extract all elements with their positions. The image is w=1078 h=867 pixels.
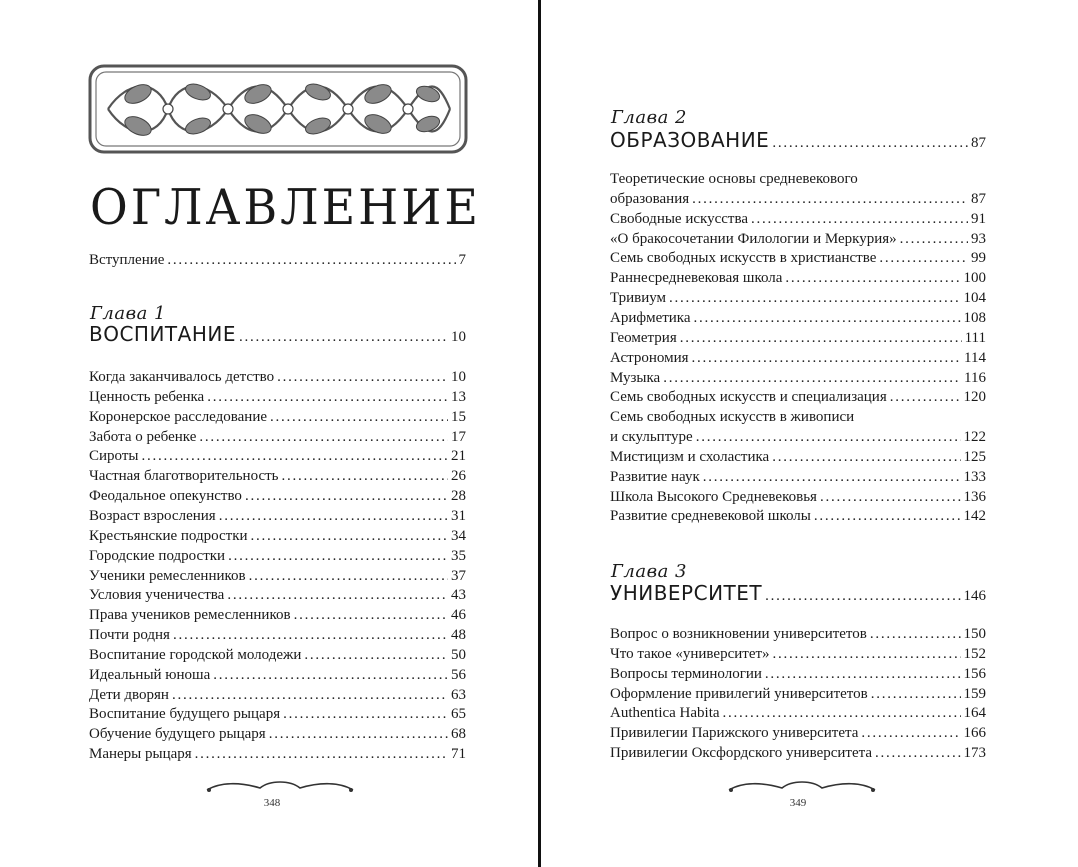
entry-title: Вопросы терминологии [610,665,762,682]
chapter-page: 87 [971,135,986,151]
toc-entry[interactable] [89,387,466,407]
entry-page: 91 [971,210,986,227]
entry-page: 48 [451,627,466,644]
entry-title: Развитие средневековой школы [610,508,811,525]
chapter-title: УНИВЕРСИТЕТ [610,581,763,605]
footer-ornament [205,776,355,798]
toc-entry[interactable] [610,467,986,487]
entry-title: Тривиум [610,290,667,307]
chapter-label: Глава 1 [90,303,166,324]
entry-page: 116 [964,369,986,386]
toc-entry[interactable] [610,407,986,427]
leader-dots [282,466,449,486]
leader-dots [703,467,961,487]
entry-page: 34 [451,527,466,544]
toc-intro [89,250,466,270]
leader-dots [207,387,448,407]
entry-title: Когда заканчивалось детство [89,369,275,385]
leader-dots [228,546,448,566]
entry-title: Сироты [89,448,139,465]
leader-dots [269,724,448,744]
toc-entry[interactable] [610,664,986,684]
toc-entry[interactable] [610,743,986,763]
entry-title: Развитие наук [610,468,700,485]
leader-dots [765,586,960,606]
entry-page: 164 [963,705,986,722]
entry-title: «О бракосочетании Филологии и Меркурия» [610,230,897,247]
leader-dots [694,308,961,328]
leader-dots [765,664,961,684]
chapter-title-row[interactable] [610,130,986,153]
chapter-heading [89,324,466,348]
entry-title: Астрономия [610,349,689,366]
entry-title: Семь свободных искусств в христианстве [610,250,877,267]
leader-dots [861,723,960,743]
entry-title: и скульптуре [610,429,693,446]
toc-entry[interactable] [89,704,466,724]
leader-dots [900,229,968,249]
entry-page: 10 [451,369,466,385]
entry-page: 87 [971,190,986,207]
chapter-title-row[interactable] [89,324,466,347]
entry-title: Воспитание городской молодежи [89,646,302,663]
entry-page: 50 [451,646,466,663]
left-page [0,0,538,867]
entry-page: 17 [451,428,466,445]
entry-page: 71 [451,746,466,763]
chapter-page: 10 [451,329,466,345]
entry-page: 93 [971,230,986,247]
toc-entry[interactable] [89,526,466,546]
entry-page: 28 [451,488,466,505]
leader-dots [173,625,448,645]
entry-page: 142 [963,508,986,525]
leader-dots [692,189,968,209]
toc-entry[interactable] [89,744,466,764]
toc-entry[interactable] [610,169,986,189]
toc-entry[interactable] [610,703,986,723]
leader-dots [680,328,962,348]
leader-dots [663,368,961,388]
entry-page: 37 [451,567,466,584]
leader-dots [294,605,448,625]
toc-entry[interactable] [610,328,986,348]
entry-title: Что такое «университет» [610,645,770,662]
entry-page: 43 [451,587,466,604]
toc-entry[interactable] [610,427,986,447]
entry-page: 173 [963,745,986,762]
chapter3-entries [610,624,986,774]
leader-dots [820,487,961,507]
toc-entry[interactable] [89,367,466,387]
toc-entry[interactable] [89,645,466,665]
entry-title: Права учеников ремесленников [89,607,291,624]
toc-entry[interactable] [610,624,986,644]
entry-title: Ценность ребенка [89,388,205,405]
entry-title: Городские подростки [89,547,226,564]
leader-dots [772,447,960,467]
leader-dots [871,684,961,704]
entry-title: Воспитание будущего рыцаря [89,706,281,723]
decorative-header-ornament [88,64,468,154]
leader-dots [773,644,961,664]
entry-title: Ученики ремесленников [89,567,246,584]
toc-entry[interactable] [89,605,466,625]
entry-page: 46 [451,607,466,624]
leader-dots [696,427,961,447]
entry-title: Привилегии Парижского университета [610,725,859,742]
entry-page: 13 [451,388,466,405]
entry-title: Музыка [610,369,661,386]
toc-entry[interactable] [610,684,986,704]
toc-entry[interactable] [89,427,466,447]
toc-entry[interactable] [610,348,986,368]
leader-dots [669,288,960,308]
toc-entry[interactable] [89,446,466,466]
entry-title: Крестьянские подростки [89,527,248,544]
leader-dots [270,407,448,427]
entry-page: 159 [963,685,986,702]
entry-page: 63 [451,686,466,703]
entry-title: Условия ученичества [89,587,225,604]
entry-page: 26 [451,468,466,485]
entry-title: Дети дворян [89,686,169,703]
entry-page: 15 [451,408,466,425]
entry-title: Свободные искусства [610,210,749,227]
entry-title: Манеры рыцаря [89,746,192,763]
toc-entry[interactable] [610,288,986,308]
leader-dots [195,744,448,764]
entry-title: Почти родня [89,627,170,644]
leader-dots [692,348,962,368]
toc-entry[interactable] [610,644,986,664]
leader-dots [277,367,448,387]
entry-page: 108 [963,309,986,326]
toc-entry[interactable] [89,566,466,586]
entry-page: 68 [451,726,466,743]
leader-dots [772,133,968,153]
leader-dots [879,248,968,268]
entry-page: 122 [963,429,986,446]
entry-page: 100 [963,270,986,287]
toc-entry[interactable] [610,209,986,229]
entry-page: 125 [963,448,986,465]
entry-title: Феодальное опекунство [89,488,242,505]
entry-page: 35 [451,547,466,564]
leader-dots [199,427,448,447]
leader-dots [723,703,961,723]
toc-entry[interactable] [610,248,986,268]
leader-dots [245,486,448,506]
entry-title: Геометрия [610,329,677,346]
entry-page: 120 [963,389,986,406]
chapter-title: ВОСПИТАНИЕ [89,322,236,346]
toc-entry[interactable] [89,585,466,605]
toc-entry[interactable] [610,368,986,388]
entry-title: Обучение будущего рыцаря [89,726,266,743]
entry-title: Оформление привилегий университетов [610,685,868,702]
leader-dots [249,566,448,586]
entry-title: Вступление [89,252,165,268]
leader-dots [814,506,961,526]
leader-dots [283,704,448,724]
toc-entry[interactable] [89,685,466,705]
leader-dots [239,327,448,347]
entry-page: 114 [964,349,986,366]
leader-dots [251,526,448,546]
leader-dots [870,624,961,644]
toc-entry[interactable] [610,506,986,526]
entry-title: Забота о ребенке [89,428,197,445]
chapter-title: ОБРАЗОВАНИЕ [610,128,770,152]
entry-title: Коронерское расследование [89,408,268,425]
entry-title: Школа Высокого Средневековья [610,488,817,505]
leader-dots [219,506,448,526]
entry-title: Вопрос о возникновении университетов [610,626,867,642]
toc-entry[interactable] [89,407,466,427]
entry-title: Теоретические основы средневекового [610,171,858,187]
entry-page: 31 [451,507,466,524]
chapter-label: Глава 3 [611,561,687,582]
entry-page: 136 [963,488,986,505]
chapter-heading [610,130,986,154]
entry-page: 21 [451,448,466,465]
entry-page: 56 [451,666,466,683]
entry-page: 152 [963,645,986,662]
leader-dots [875,743,960,763]
leader-dots [890,387,961,407]
chapter-title-row[interactable] [610,583,986,606]
entry-page: 104 [963,290,986,307]
leader-dots [172,685,448,705]
leader-dots [751,209,968,229]
page-number: 348 [263,797,281,809]
entry-page: 166 [963,725,986,742]
page-title: ОГЛАВЛЕНИЕ [90,178,481,236]
toc-entry[interactable] [610,487,986,507]
entry-title: Раннесредневековая школа [610,270,783,287]
toc-entry[interactable] [89,546,466,566]
chapter-heading [610,583,986,607]
chapter1-entries [89,367,466,767]
entry-page: 133 [963,468,986,485]
entry-page: 7 [458,252,466,268]
entry-title: Мистицизм и схоластика [610,448,770,465]
entry-title: Семь свободных искусств в живописи [610,409,855,426]
entry-title: Идеальный юноша [89,666,211,683]
toc-entry[interactable] [610,387,986,407]
toc-entry[interactable] [89,486,466,506]
right-page [541,0,1078,867]
entry-title: Возраст взросления [89,507,216,524]
entry-title: Арифметика [610,309,691,326]
entry-page: 150 [963,626,986,642]
footer-ornament [727,776,877,798]
chapter-label: Глава 2 [611,107,687,128]
page-number: 349 [789,797,807,809]
toc-entry[interactable] [610,723,986,743]
leader-dots [167,250,455,270]
toc-entry[interactable] [89,665,466,685]
toc-entry[interactable] [610,229,986,249]
entry-page: 156 [963,665,986,682]
toc-entry[interactable] [610,308,986,328]
toc-entry[interactable] [89,466,466,486]
entry-title: образования [610,190,690,207]
toc-entry[interactable] [610,268,986,288]
leader-dots [141,446,448,466]
entry-title: Привилегии Оксфордского университета [610,745,873,762]
chapter2-entries [610,169,986,529]
chapter-page: 146 [963,588,986,604]
toc-entry[interactable] [89,625,466,645]
leader-dots [304,645,448,665]
leader-dots [213,665,448,685]
leader-dots [227,585,448,605]
toc-entry[interactable] [89,724,466,744]
entry-title: Authentica Habita [610,705,720,722]
leader-dots [785,268,960,288]
toc-entry[interactable] [89,506,466,526]
toc-entry[interactable] [610,447,986,467]
toc-entry[interactable] [610,189,986,209]
entry-title: Частная благотворительность [89,468,279,485]
entry-page: 111 [964,329,986,346]
entry-page: 65 [451,706,466,723]
toc-entry[interactable] [89,250,466,270]
entry-page: 99 [971,250,986,267]
entry-title: Семь свободных искусств и специализация [610,389,887,406]
